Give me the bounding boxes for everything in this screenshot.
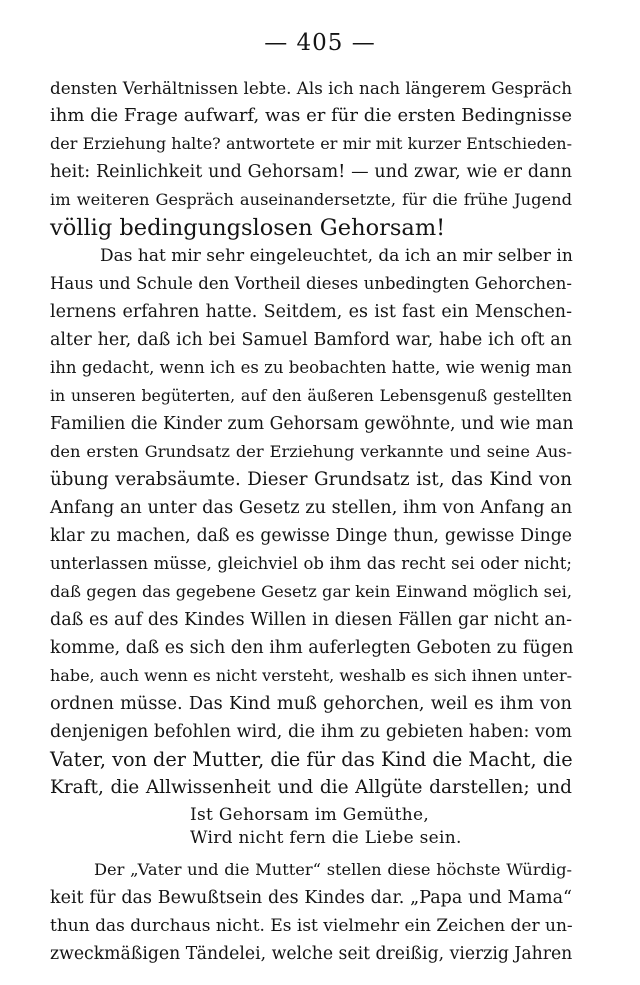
text-line: lernens erfahren hatte. Seitdem, es ist fast ein Menschen-	[50, 302, 572, 322]
text-line: zweckmäßigen Tändelei, welche seit dreißig, vierzig Jahren	[50, 944, 573, 964]
text-line: unterlassen müsse, gleichviel ob ihm das recht sei oder nicht;	[50, 554, 572, 573]
text-line: daß es auf des Kindes Willen in diesen Fällen gar nicht an-	[50, 610, 572, 630]
verse-line: Ist Gehorsam im Gemüthe,	[190, 805, 430, 825]
text-line: Familien die Kinder zum Gehorsam gewöhnte, und wie man	[50, 414, 574, 434]
text-line: Der „Vater und die Mutter“ stellen diese höchste Würdig-	[94, 860, 572, 879]
text-line: Anfang an unter das Gesetz zu stellen, ihm von Anfang an	[50, 498, 573, 518]
text-line: Das hat mir sehr eingeleuchtet, da ich an mir selber in	[100, 246, 573, 266]
page-number: — 405 —	[264, 30, 376, 56]
text-line: keit für das Bewußtsein des Kindes dar. „Papa und Mama“	[50, 888, 572, 908]
text-line: übung verabsäumte. Dieser Grundsatz ist, das Kind von	[50, 469, 572, 490]
text-line: völlig bedingungslosen Gehorsam!	[50, 215, 446, 241]
text-line: im weiteren Gespräch auseinandersetzte, für die frühe Jugend	[50, 190, 572, 209]
text-line: ihn gedacht, wenn ich es zu beobachten hatte, wie wenig man	[50, 358, 572, 377]
text-line: daß gegen das gegebene Gesetz gar kein Einwand möglich sei,	[50, 582, 572, 601]
verse-line: Wird nicht fern die Liebe sein.	[190, 828, 462, 848]
text-line: heit: Reinlichkeit und Gehorsam! — und zwar, wie er dann	[50, 162, 572, 182]
text-line: Vater, von der Mutter, die für das Kind die Macht, die	[50, 748, 573, 771]
text-line: Haus und Schule den Vortheil dieses unbedingten Gehorchen-	[50, 274, 572, 293]
text-line: habe, auch wenn es nicht versteht, weshalb es sich ihnen unter-	[50, 666, 572, 685]
text-line: ihm die Frage aufwarf, was er für die ersten Bedingnisse	[50, 105, 572, 126]
text-line: in unseren begüterten, auf den äußeren Lebensgenuß gestellten	[50, 386, 572, 405]
text-line: alter her, daß ich bei Samuel Bamford war, habe ich oft an	[50, 330, 572, 350]
text-line: Kraft, die Allwissenheit und die Allgüte darstellen; und	[50, 777, 572, 798]
text-line: thun das durchaus nicht. Es ist vielmehr ein Zeichen der un-	[50, 916, 573, 936]
text-line: denjenigen befohlen wird, die ihm zu gebieten haben: vom	[50, 722, 572, 742]
text-line: klar zu machen, daß es gewisse Dinge thun, gewisse Dinge	[50, 526, 572, 546]
text-line: der Erziehung halte? antwortete er mir mit kurzer Entschieden-	[50, 134, 572, 153]
text-line: densten Verhältnissen lebte. Als ich nach längerem Gespräch	[50, 78, 572, 98]
text-line: komme, daß es sich den ihm auferlegten Geboten zu fügen	[50, 638, 574, 658]
text-line: den ersten Grundsatz der Erziehung verkannte und seine Aus-	[50, 442, 572, 461]
text-line: ordnen müsse. Das Kind muß gehorchen, weil es ihm von	[50, 694, 572, 714]
